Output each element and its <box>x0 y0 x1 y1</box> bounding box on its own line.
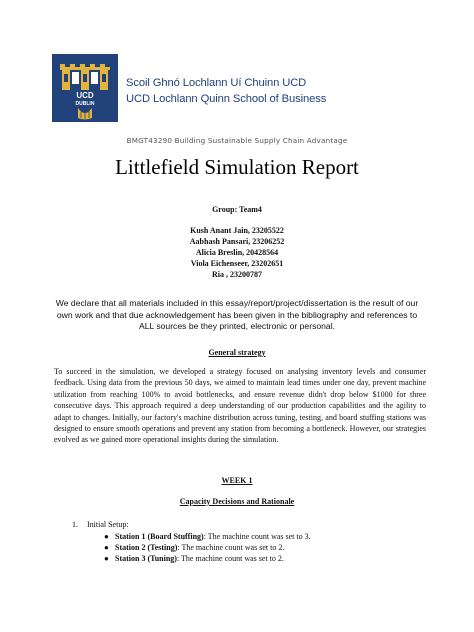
member-entry: Viola Eichenseer, 23202651 <box>190 259 284 268</box>
list-number: 1. <box>72 520 78 529</box>
crest-ucd-text: UCD <box>76 91 94 100</box>
school-name-irish: Scoil Ghnó Lochlann Uí Chuinn UCD <box>126 77 307 89</box>
bullet-icon: ● <box>104 554 109 563</box>
report-title: Littlefield Simulation Report <box>115 155 359 179</box>
station-list <box>104 531 311 564</box>
station-text: : The machine count was set to 3. <box>203 532 311 541</box>
station-name: Station 2 (Testing) <box>115 543 178 552</box>
list-item <box>104 531 311 542</box>
ucd-crest-logo <box>52 54 118 122</box>
station-name: Station 1 (Board Stuffing) <box>115 532 204 541</box>
station-text: : The machine count was set to 2. <box>177 543 285 552</box>
member-list <box>0 225 474 280</box>
declaration-statement: We declare that all materials included in this essay/report/project/dissertation is the result of our own work and that due acknowledgement has been given in the bibliography and references to ALL sources be they printed, electronic or personal. <box>55 298 419 331</box>
member-entry: Aabhash Pansari, 23206252 <box>189 237 285 246</box>
initial-setup-item <box>72 520 129 531</box>
course-code: BMGT43290 Building Sustainable Supply Chain Advantage <box>126 136 348 145</box>
general-strategy-paragraph: To succeed in the simulation, we developed a strategy focused on analysing inventory levels and consumer feedback. Using data from the previous 50 days, we aimed to maintain lead times under one day, prevent machine utilization from reaching 100% to avoid bottlenecks, and ensure revenue didn't drop below $1000 for three consecutive days. This approach required a deep understanding of our production capabilities and the agility to adapt to changes. Initially, our factory's machine distribution across tuning, testing, and board stuffing stations was designed to ensure smooth operations and prevent any station from becoming a bottleneck. However, our strategies evolved as we gained more operational insights during the simulation. <box>54 367 426 445</box>
list-item <box>104 553 311 564</box>
initial-setup-label: Initial Setup: <box>87 520 129 529</box>
list-item <box>104 542 311 553</box>
general-strategy-heading: General strategy <box>208 348 266 357</box>
member-entry: Ria , 23200787 <box>212 270 262 279</box>
school-name-english: UCD Lochlann Quinn School of Business <box>126 92 327 105</box>
school-name-block <box>126 76 326 107</box>
group-name: Group: Team4 <box>212 205 262 214</box>
station-name: Station 3 (Tuning) <box>115 554 177 563</box>
bullet-icon: ● <box>104 543 109 552</box>
station-text: : The machine count was set to 2. <box>176 554 284 563</box>
member-entry: Kush Anant Jain, 23205522 <box>190 226 284 235</box>
member-entry: Alicia Breslin, 20428564 <box>195 248 279 257</box>
week-1-heading: WEEK 1 <box>221 476 253 485</box>
capacity-decisions-heading: Capacity Decisions and Rationale <box>179 497 295 506</box>
bullet-icon: ● <box>104 532 109 541</box>
crest-dublin-text: DUBLIN <box>75 101 95 107</box>
